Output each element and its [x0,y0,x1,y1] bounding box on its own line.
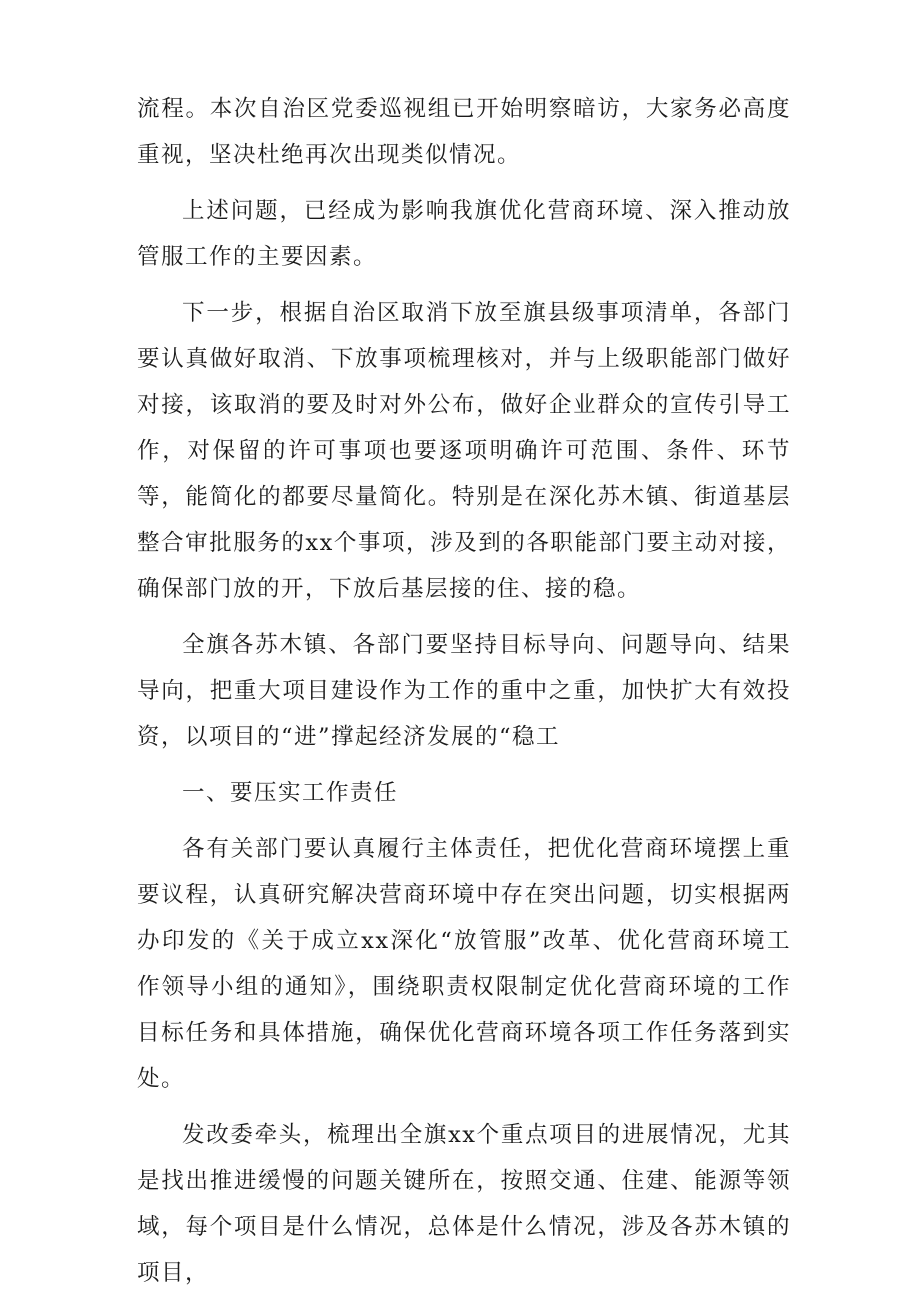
document-body [137,86,791,1296]
paragraph-3: 下一步，根据自治区取消下放至旗县级事项清单，各部门要认真做好取消、下放事项梳理核对，并与上级职能部门做好对接，该取消的要及时对外公布，做好企业群众的宣传引导工作，对保留的许可事项也要逐项明确许可范围、条件、环节等，能简化的都要尽量简化。特别是在深化苏木镇、街道基层整合审批服务的xx个事项，涉及到的各职能部门要主动对接，确保部门放的开，下放后基层接的住、接的稳。 [137,300,791,602]
paragraph-2: 上述问题，已经成为影响我旗优化营商环境、深入推动放管服工作的主要因素。 [137,198,791,270]
section-heading-1: 一、要压实工作责任 [182,780,399,806]
paragraph-6: 发改委牵头，梳理出全旗xx个重点项目的进展情况，尤其是找出推进缓慢的问题关键所在，按照交通、住建、能源等领域，每个项目是什么情况，总体是什么情况，涉及各苏木镇的项目， [137,1122,791,1286]
paragraph-4: 全旗各苏木镇、各部门要坚持目标导向、问题导向、结果导向，把重大项目建设作为工作的重中之重，加快扩大有效投资，以项目的“进”撑起经济发展的“稳工 [137,632,791,750]
paragraph-1: 流程。本次自治区党委巡视组已开始明察暗访，大家务必高度重视，坚决杜绝再次出现类似情况。 [137,96,791,168]
paragraph-5: 各有关部门要认真履行主体责任，把优化营商环境摆上重要议程，认真研究解决营商环境中存在突出问题，切实根据两办印发的《关于成立xx深化“放管服”改革、优化营商环境工作领导小组的通知》，围绕职责权限制定优化营商环境的工作目标任务和具体措施，确保优化营商环境各项工作任务落到实处。 [137,836,791,1092]
